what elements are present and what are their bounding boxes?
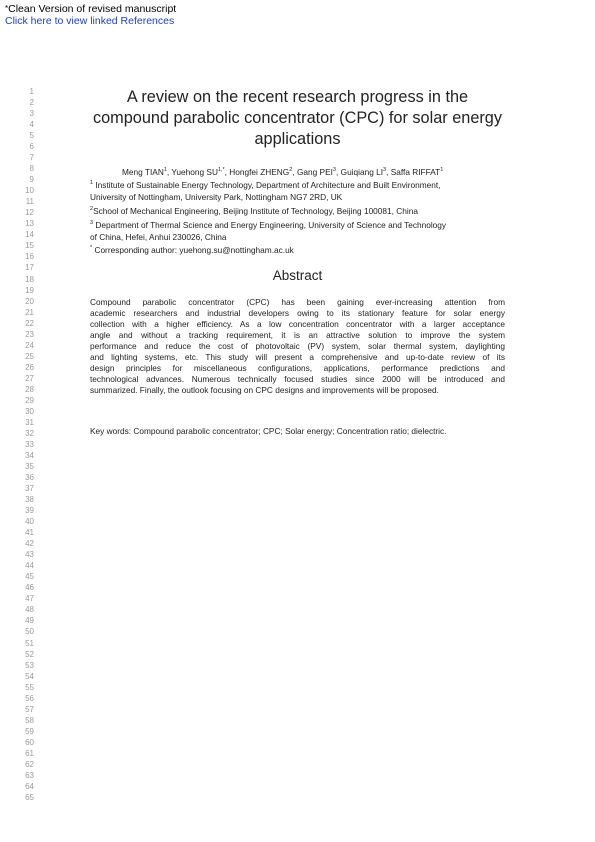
affiliation-1-line-1: $^1$ Institute of Sustainable Energy Technology, Department of Architecture and Built Environment, [90,180,441,190]
line-number: 17 [25,263,34,273]
line-number: 4 [29,120,34,130]
line-number: 26 [25,362,34,372]
line-number: 12 [25,208,34,218]
line-number: 61 [25,748,34,758]
paper-title-line-2: compound parabolic concentrator (CPC) for solar energy [92,109,503,127]
line-number: 32 [25,428,34,438]
author-affiliation-mark: 3 [383,167,387,173]
line-number: 25 [25,351,34,361]
paper-title-line-1: A review on the recent research progress in the [126,88,469,106]
line-number: 31 [25,417,34,427]
author-name: Guiqiang LI [340,167,384,177]
line-number: 18 [25,274,34,284]
line-number: 37 [25,484,34,494]
affiliation-mark: 3 [90,220,94,226]
line-number: 42 [25,539,34,549]
author-affiliation-mark: 2 [289,167,293,173]
line-number: 53 [25,660,34,670]
line-number: 13 [25,219,34,229]
line-number: 54 [25,671,34,681]
line-number: 10 [25,186,34,196]
author-list: Meng TIAN$^1$, Yuehong $SU^{1,*}$, Hongfei ZHENG$^2$, Gang PEI$^3$, Guiqiang $LI^3$, Saffa RIFFAT$^1$ [122,167,444,177]
affiliation-3-line-1: $^3$ Department of Thermal Science and Energy Engineering, University of Science and Technology [90,220,447,230]
line-number: 11 [25,197,34,207]
line-number: 1 [29,87,34,96]
line-number: 34 [25,450,34,460]
line-number: 65 [25,792,34,802]
affiliation-mark: 2 [90,206,94,212]
line-number: 62 [25,759,34,769]
line-number: 52 [25,649,34,659]
author-name: Yuehong SU [171,167,218,177]
affiliation-3-line-2: of China, Hefei, Anhui 230026, China [90,232,227,242]
line-number: 21 [25,307,34,317]
abstract-line: performance and reduce the cost of photovoltaic (PV) system, solar thermal system, daylighting [90,341,505,351]
line-number: 22 [25,318,34,328]
author-affiliation-mark: 1 [163,167,167,173]
line-number: 57 [25,704,34,714]
asterisk-mark: * [5,4,9,13]
line-number: 48 [25,605,34,615]
manuscript-version-label: *Clean Version of revised manuscript [5,3,177,15]
line-number: 14 [25,230,34,240]
line-number: 6 [29,142,34,152]
author-affiliation-mark: 1,* [217,167,225,173]
author-name: Meng TIAN [122,167,164,177]
line-number: 45 [25,572,34,582]
abstract-line: and lighting systems, etc. This study will present a comprehensive and up-to-date review of its [90,352,505,362]
line-number: 50 [25,627,34,637]
line-number: 49 [25,616,34,626]
author-name: Gang PEI [296,167,333,177]
line-number: 28 [25,384,34,394]
keywords-line: Key words: Compound parabolic concentrator; CPC; Solar energy; Concentration ratio; dielectric. [90,426,447,436]
line-number: 5 [29,131,34,141]
linked-references-link[interactable]: Click here to view linked References [5,15,175,27]
line-number: 64 [25,781,34,791]
line-number: 44 [25,561,34,571]
abstract-line: academic researchers and industrial developers owing to its stationary feature for solar energy [90,308,505,318]
paper-title-line-3: applications [254,130,341,148]
line-number: 9 [29,175,34,185]
line-number: 40 [25,517,34,527]
affiliation-1-line-2: University of Nottingham, University Park, Nottingham NG7 2RD, UK [90,192,343,202]
affiliation-2: $^2$School of Mechanical Engineering, Beijing Institute of Technology, Beijing 100081, China [90,206,418,216]
line-number: 35 [25,462,34,472]
abstract-line: collection with a higher efficiency. As a low concentration concentrator with a larger acceptance [90,319,505,329]
line-number: 3 [29,109,34,119]
author-name: Saffa RIFFAT [390,167,441,177]
line-number: 20 [25,296,34,306]
line-number: 19 [25,285,34,295]
author-affiliation-mark: 3 [332,167,336,173]
line-number: 23 [25,329,34,339]
line-number: 36 [25,473,34,483]
line-number: 15 [25,241,34,251]
line-number: 47 [25,594,34,604]
abstract-line: Compound parabolic concentrator (CPC) has been gaining ever-increasing attention from [90,297,505,307]
abstract-heading: Abstract [272,268,323,283]
line-number: 38 [25,495,34,505]
line-number: 30 [25,406,34,416]
abstract-line: technological advances. Numerous technically focused studies since 2000 will be introduced and [90,374,505,384]
affiliation-mark: 1 [90,180,94,186]
line-number: 41 [25,528,34,538]
line-number: 56 [25,693,34,703]
corresponding-mark: * [90,245,93,251]
author-name: Hongfei ZHENG [229,167,290,177]
abstract-line: design principles for miscellaneous configurations, applications, performance predictions and [90,363,505,373]
line-number: 39 [25,506,34,516]
line-number: 29 [25,395,34,405]
line-number: 7 [29,153,34,163]
line-number: 59 [25,726,34,736]
abstract-line: summarized. Finally, the outlook focusing on CPC designs and improvements will be proposed. [90,385,439,395]
line-number: 63 [25,770,34,780]
corresponding-author: * Corresponding author: yuehong.su@nottingham.ac.uk [90,245,294,255]
abstract-line: angle and without a tracking requirement, it is an attractive solution to improve the system [90,330,505,340]
line-number: 24 [25,340,34,350]
line-number: 55 [25,682,34,692]
line-number: 16 [25,252,34,262]
line-number: 8 [29,164,34,174]
line-number: 46 [25,583,34,593]
line-number: 58 [25,715,34,725]
line-number: 33 [25,439,34,449]
line-number: 51 [25,638,34,648]
line-number: 43 [25,550,34,560]
line-number: 2 [29,98,34,108]
line-number: 60 [25,737,34,747]
line-number: 27 [25,373,34,383]
author-affiliation-mark: 1 [440,167,444,173]
